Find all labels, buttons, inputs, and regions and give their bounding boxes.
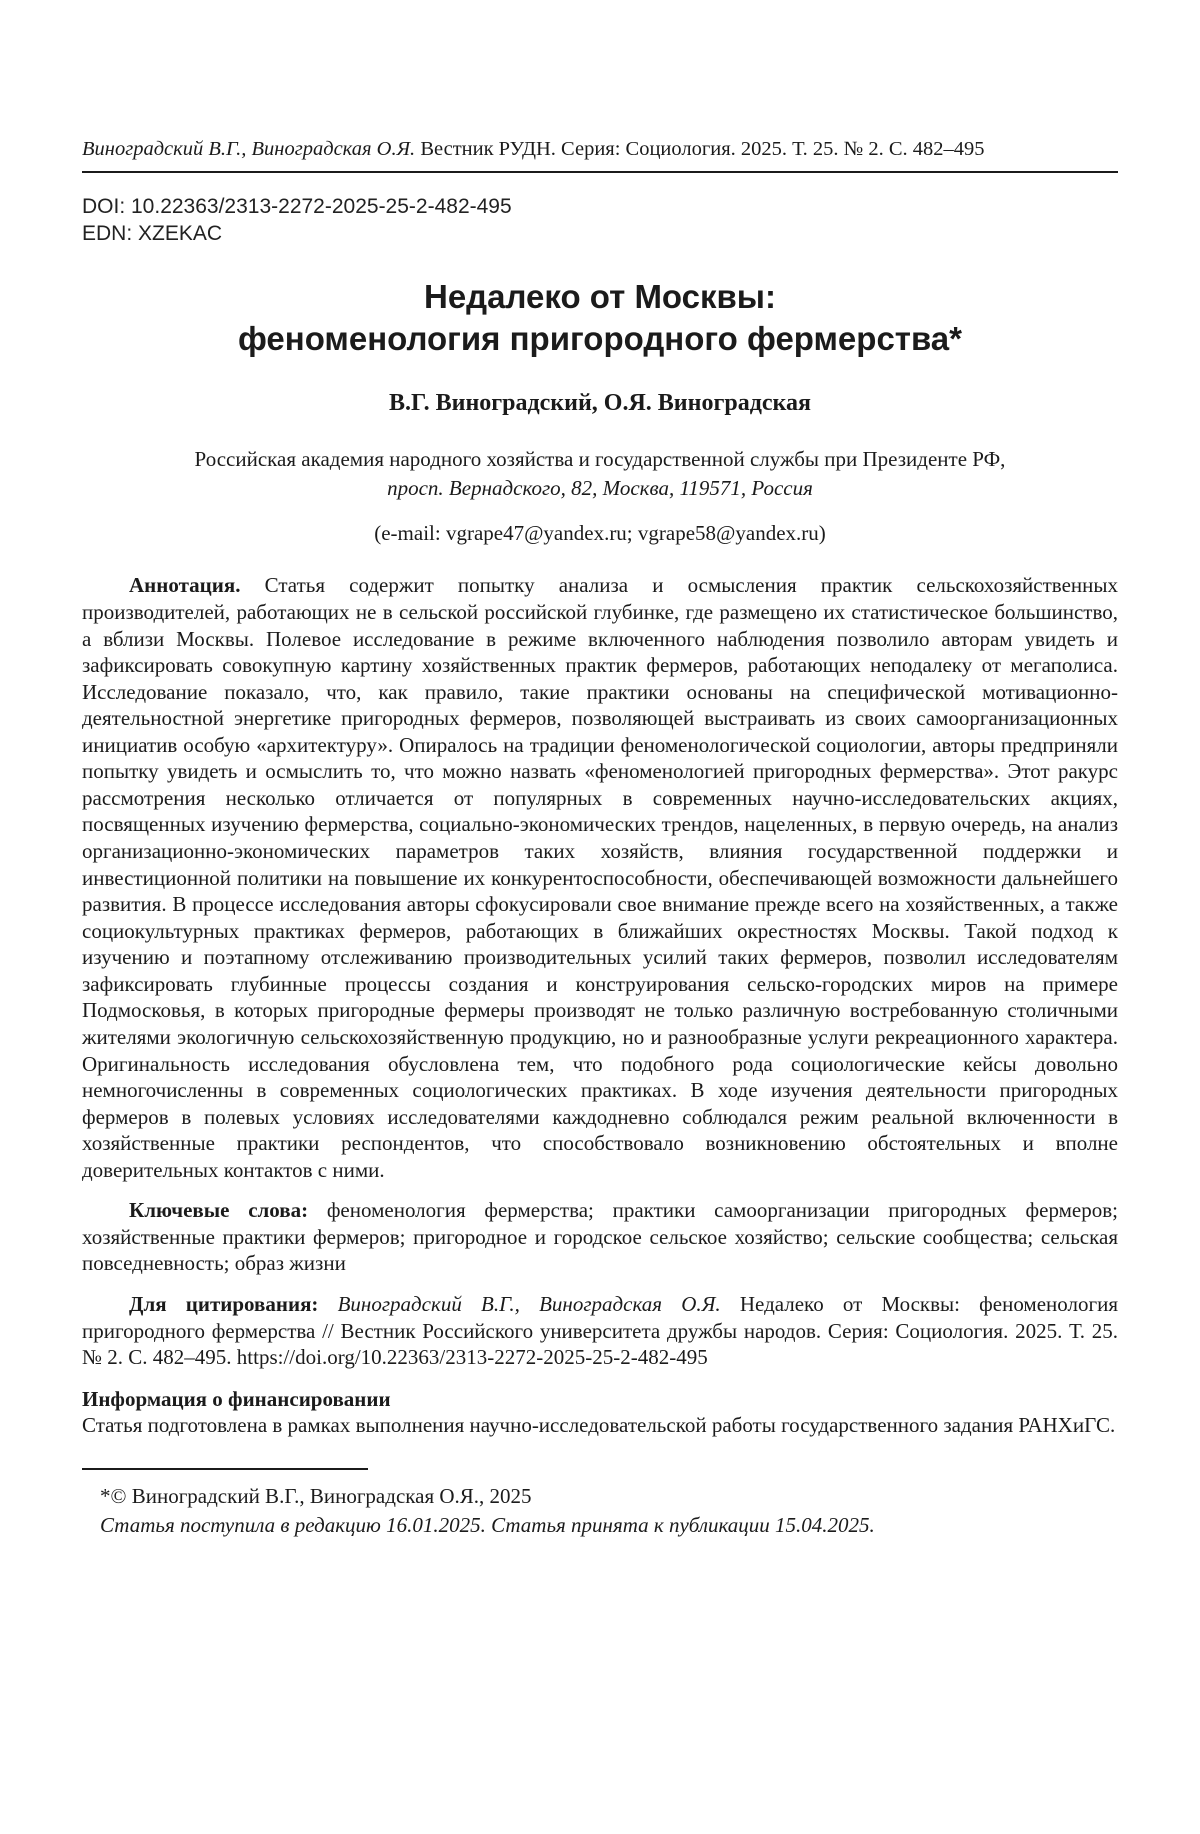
article-title-line2: феноменология пригородного фермерства* bbox=[237, 320, 963, 358]
email-line: (e-mail: vgrape47@yandex.ru; vgrape58@yandex.ru) bbox=[374, 521, 826, 546]
article-title-line1: Недалеко от Москвы: bbox=[424, 278, 776, 315]
article-title bbox=[82, 276, 1118, 360]
funding-heading: Информация о финансировании bbox=[82, 1386, 391, 1411]
citation-authors: Виноградский В.Г., Виноградская О.Я. bbox=[318, 1292, 721, 1317]
keywords-text: феноменология фермерства; практики самоорганизации пригородных фермеров; хозяйственные практики фермеров; пригородное и городское сельское хозяйство; сельские сообщества; сельская повседневность; образ жизни bbox=[82, 1198, 1118, 1276]
keywords-paragraph bbox=[82, 1197, 1118, 1277]
edn-line: EDN: XZEKAC bbox=[82, 222, 223, 246]
footnote-dates: Статья поступила в редакцию 16.01.2025. Статья принята к публикации 15.04.2025. bbox=[100, 1512, 875, 1537]
abstract-label: Аннотация. bbox=[129, 573, 241, 598]
citation-text: Недалеко от Москвы: феноменология пригородного фермерства // Вестник Российского университета дружбы народов. Серия: Социология. 2025. Т. 25. № 2. С. 482–495. https://doi.org/10.22363/2313-2272-2025-25-2-482-495 bbox=[82, 1292, 1118, 1370]
abstract-text: Статья содержит попытку анализа и осмысления практик сельскохозяйственных производителей, работающих не в сельской российской глубинке, где размещено их статистическое большинство, а вблизи Москвы. Полевое исследование в режиме включенного наблюдения позволило авторам увидеть и зафиксировать совокупную картину хозяйственных практик фермеров, работающих неподалеку от мегаполиса. Исследование показало, что, как правило, такие практики основаны на специфической мотивационно-деятельностной энергетике пригородных фермеров, позволяющей выстраивать из своих самоорганизационных инициатив особую «архитектуру». Опиралось на традиции феноменологической социологии, авторы предприняли попытку увидеть и осмыслить то, что можно назвать «феноменологией пригородных фермерства». Этот ракурс рассмотрения несколько отличается от популярных в современных научно-исследовательских акциях, посвященных изучению фермерства, социально-экономических трендов, нацеленных, в первую очередь, на анализ организационно-экономических параметров таких хозяйств, влияния государственной поддержки и инвестиционной политики на повышение их конкурентоспособности, обеспечивающей возможности дальнейшего развития. В процессе исследования авторы сфокусировали свое внимание прежде всего на хозяйственных, а также социокультурных практиках фермеров, работающих в ближайших окрестностях Москвы. Такой подход к изучению и поэтапному отслеживанию производительных усилий таких фермеров, позволил исследователям зафиксировать глубинные процессы создания и конструирования сельско-городских миров на примере Подмосковья, в которых пригородные фермеры производят не только различную востребованную столичными жителями экологичную сельскохозяйственную продукцию, но и разнообразные услуги рекреационного характера. Оригинальность исследования обусловлена тем, что подобного рода социологические кейсы довольно немногочисленны в современных социологических практиках. В ходе изучения деятельности пригородных фермеров в полевых условиях исследователями каждодневно соблюдался режим реальной включенности в хозяйственные практики респондентов, что способствовало возникновению обстоятельных и вполне доверительных контактов с ними. bbox=[82, 573, 1118, 1182]
doi-line: DOI: 10.22363/2313-2272-2025-25-2-482-495 bbox=[82, 194, 512, 218]
affiliation-institution: Российская академия народного хозяйства и государственной службы при Президенте РФ, bbox=[194, 447, 1006, 472]
citation-label: Для цитирования: bbox=[129, 1292, 319, 1317]
authors-line: В.Г. Виноградский, О.Я. Виноградская bbox=[389, 390, 811, 417]
funding-text: Статья подготовлена в рамках выполнения научно-исследовательской работы государственного задания РАНХиГС. bbox=[82, 1412, 1116, 1437]
identifier-block bbox=[82, 193, 1118, 248]
citation-paragraph bbox=[82, 1291, 1118, 1371]
keywords-label: Ключевые слова: bbox=[129, 1198, 309, 1223]
running-head-authors: Виноградский В.Г., Виноградская О.Я. bbox=[82, 138, 416, 160]
footnote-separator-rule bbox=[82, 1468, 368, 1470]
running-head-journal: Вестник РУДН. Серия: Социология. 2025. Т. 25. № 2. С. 482–495 bbox=[415, 138, 985, 160]
abstract-paragraph bbox=[82, 572, 1118, 1183]
footnote-copyright: *© Виноградский В.Г., Виноградская О.Я., 2025 bbox=[100, 1484, 532, 1509]
running-head bbox=[82, 138, 1118, 173]
affiliation-block bbox=[82, 445, 1118, 503]
affiliation-address: просп. Вернадского, 82, Москва, 119571, Россия bbox=[387, 476, 813, 501]
footnote-block bbox=[82, 1482, 1118, 1539]
